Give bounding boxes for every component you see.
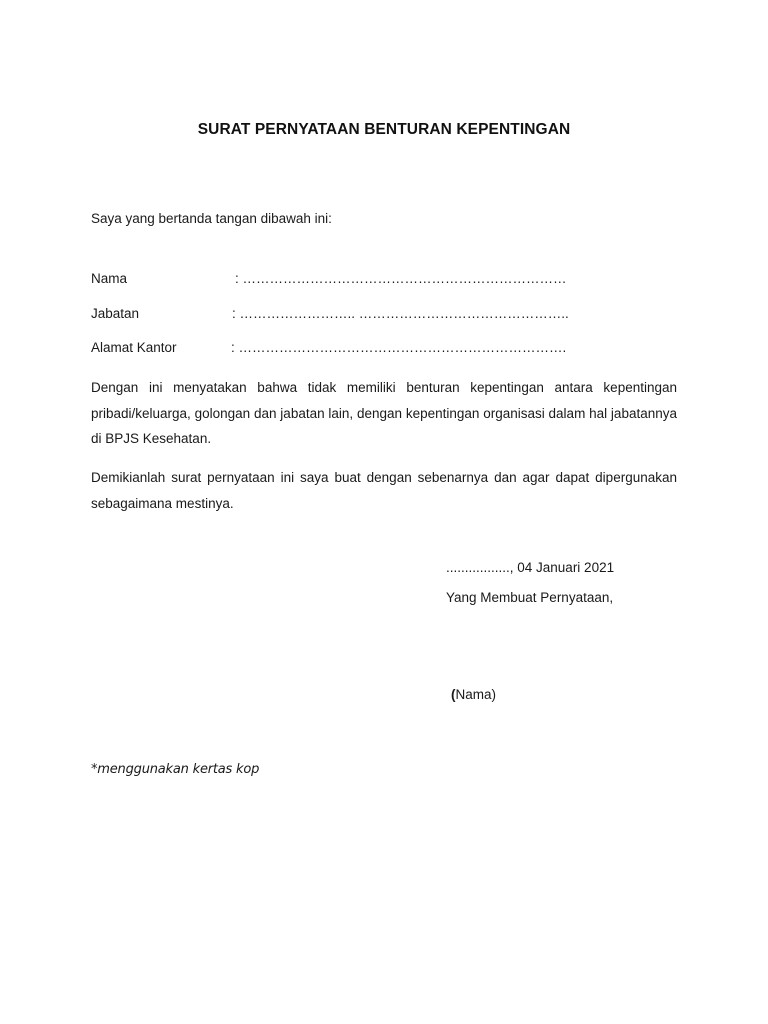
closing-paragraph: Demikianlah surat pernyataan ini saya buat dengan sebenarnya dan agar dapat dipergunakan sebagaimana mestinya.	[91, 470, 677, 511]
signature-open-paren: (	[451, 687, 456, 702]
field-jabatan	[91, 306, 569, 321]
place-date-line: ................., 04 Januari 2021	[446, 560, 615, 575]
field-nama-label: Nama	[91, 271, 128, 286]
signature-name-text: Nama)	[455, 687, 497, 702]
signer-label: Yang Membuat Pernyataan,	[446, 590, 614, 605]
field-alamat-kantor-value: : ……………………………………………………………….	[231, 340, 567, 355]
field-alamat-kantor	[91, 340, 566, 355]
signature-name	[451, 687, 496, 702]
field-nama	[91, 271, 567, 286]
field-alamat-kantor-label: Alamat Kantor	[91, 340, 177, 355]
statement-paragraph: Dengan ini menyatakan bahwa tidak memiliki benturan kepentingan antara kepentingan pribadi/keluarga, golongan dan jabatan lain, dengan kepentingan organisasi dalam hal jabatannya di BPJS Kesehatan.	[91, 380, 677, 446]
footnote: *menggunakan kertas kop	[91, 762, 260, 777]
field-nama-value: : ………………………………………………………………	[235, 271, 567, 286]
document-title: SURAT PERNYATAAN BENTURAN KEPENTINGAN	[197, 121, 571, 138]
field-jabatan-label: Jabatan	[91, 306, 140, 321]
field-jabatan-value: : …………………….. ………………………………………..	[232, 306, 569, 321]
intro-text: Saya yang bertanda tangan dibawah ini:	[91, 211, 332, 226]
